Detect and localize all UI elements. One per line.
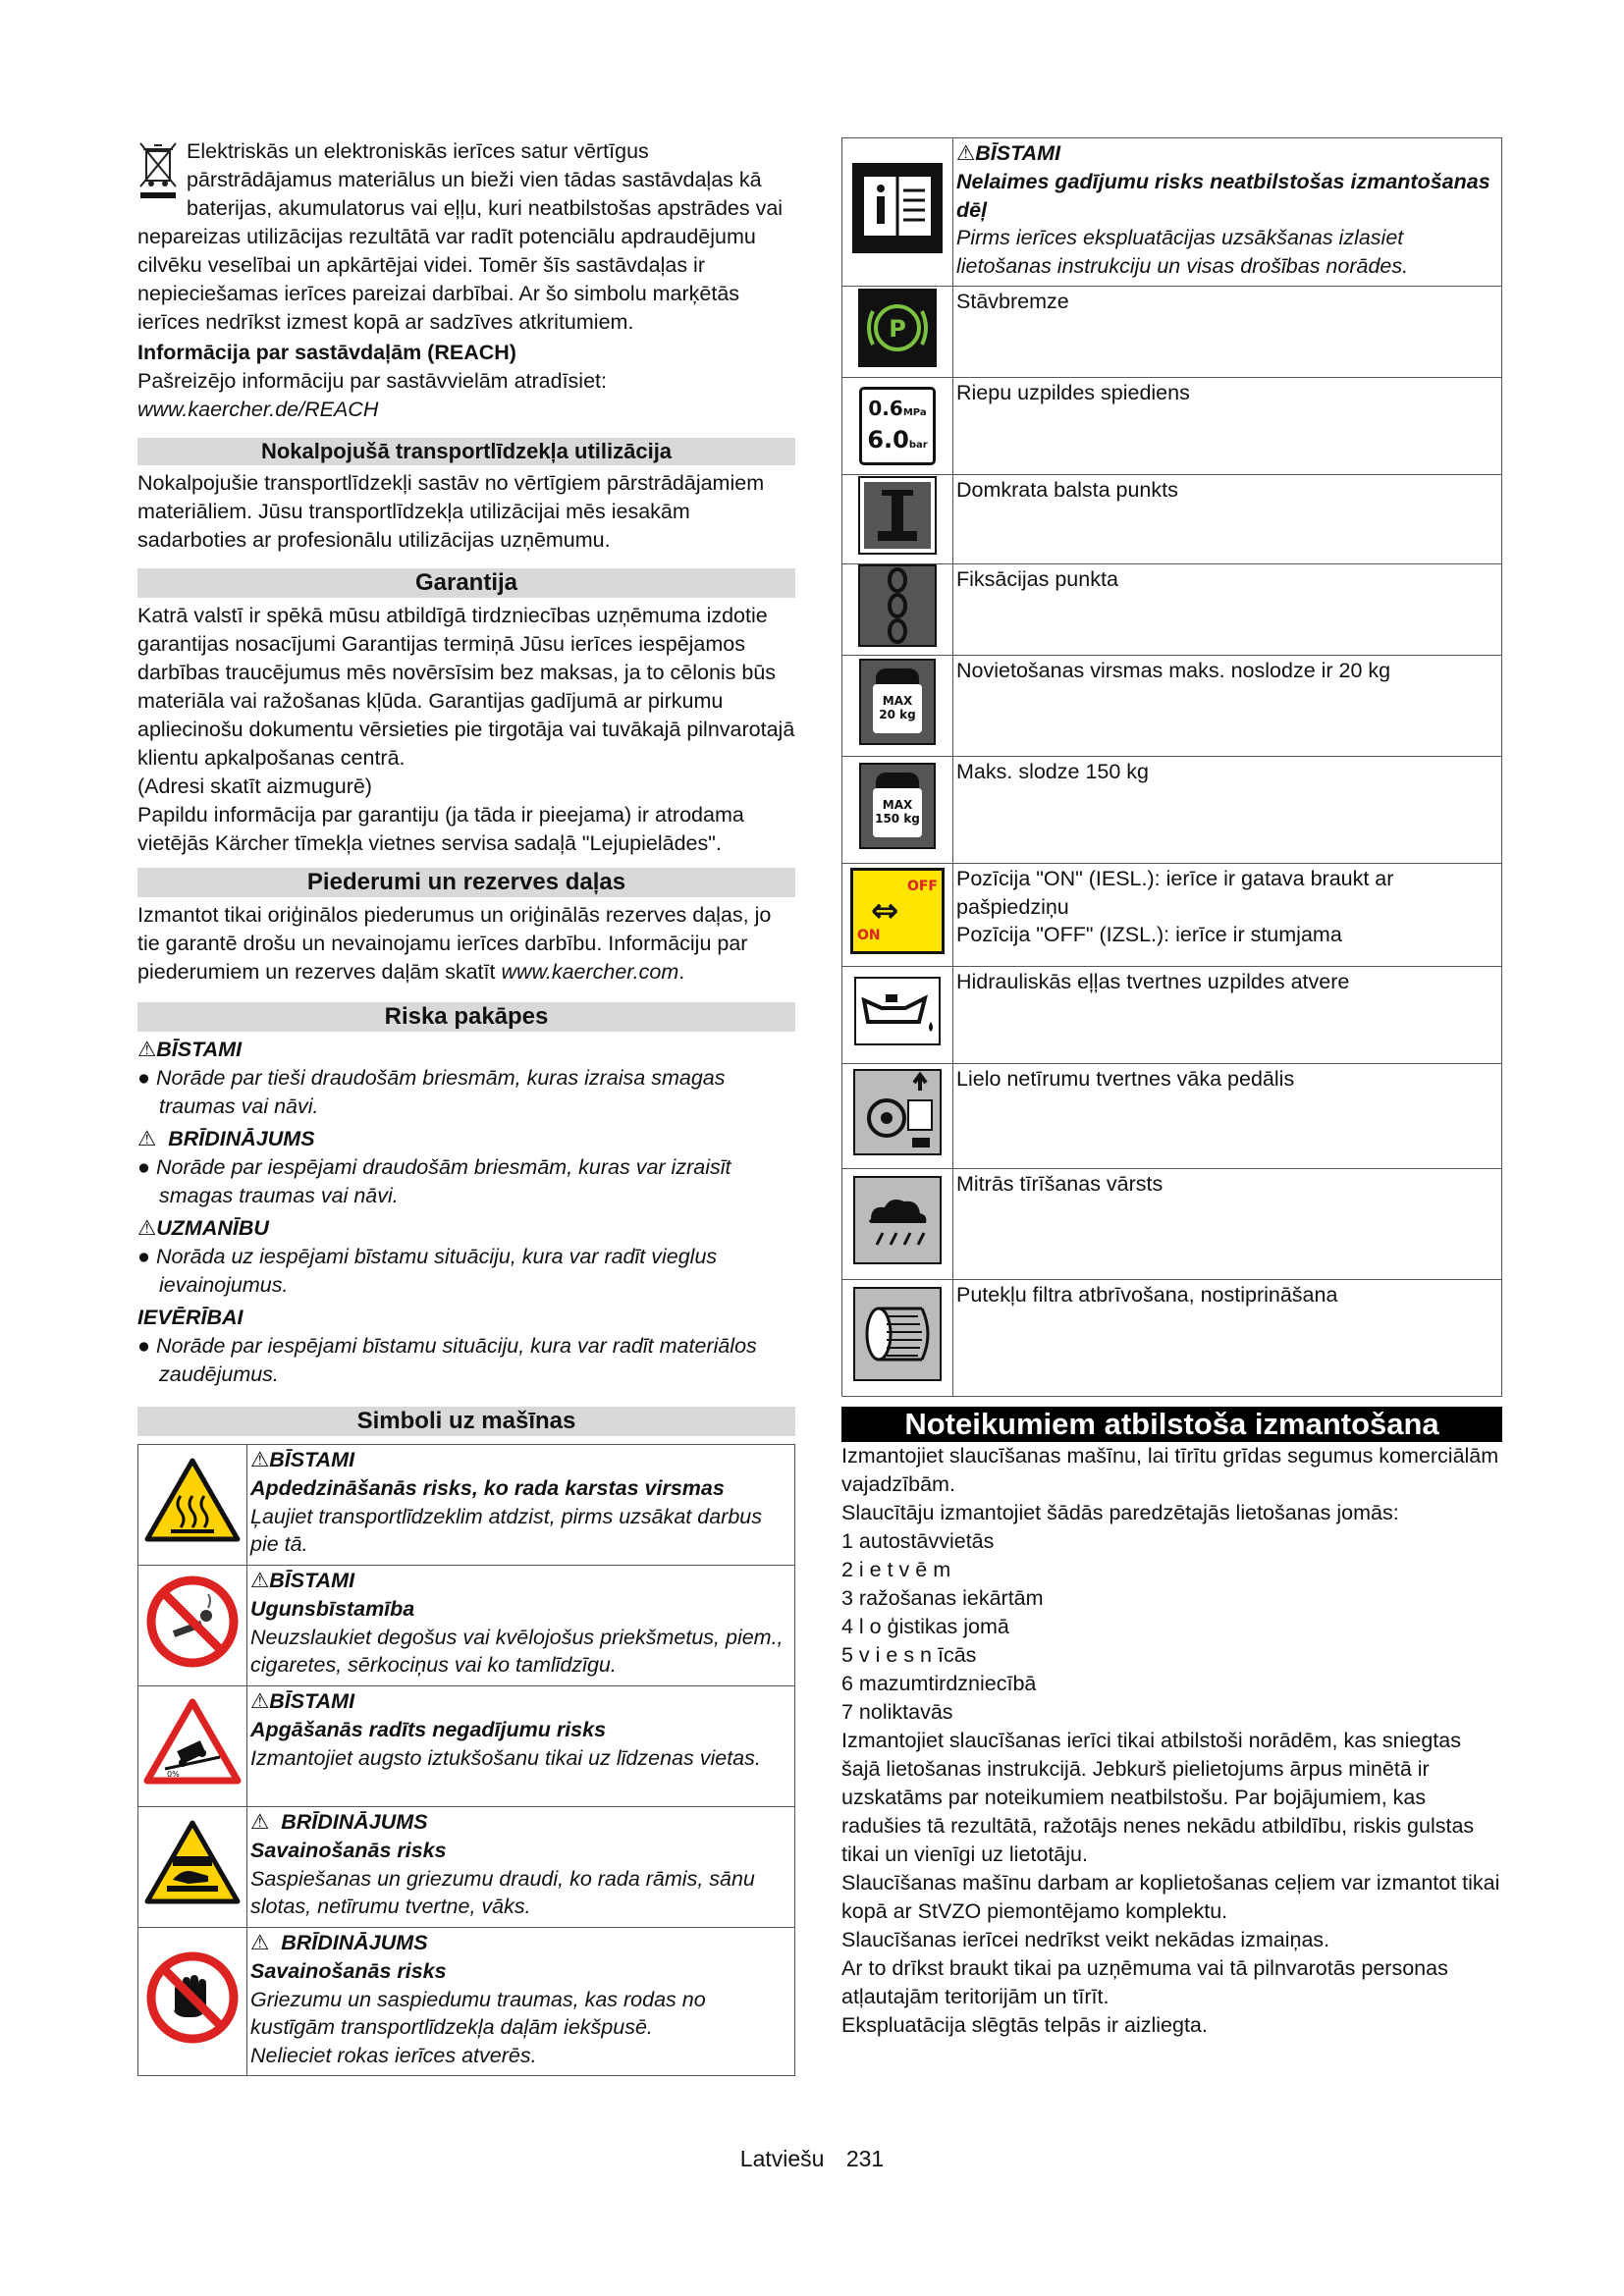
symbol-icon-cell <box>138 1566 247 1686</box>
manual-icon <box>850 161 945 255</box>
table-row <box>138 1807 795 1928</box>
symbol-text-cell: Maks. slodze 150 kg <box>953 757 1502 864</box>
symbol-text-2: Nelieciet rokas ierīces atverēs. <box>250 2043 537 2067</box>
crush-hand-icon <box>143 1819 242 1907</box>
symbol-text-cell: Putekļu filtra atbrīvošana, nostiprināšana <box>953 1280 1502 1397</box>
symbol-text-cell: Hidrauliskās eļļas tvertnes uzpildes atvere <box>953 967 1502 1064</box>
use-paragraph: Ar to drīkst braukt tikai pa uzņēmuma vai tā pilnvarotās personas atļautajām teritorijām un tīrīt. <box>841 1956 1448 2008</box>
symbol-level: ⚠BĪSTAMI <box>250 1689 355 1713</box>
tie-down-icon <box>858 564 937 647</box>
tipping-icon <box>143 1698 242 1787</box>
warranty-heading: Garantija <box>137 568 795 598</box>
use-paragraph: Izmantojiet slaucīšanas ierīci tikai atbilstoši norādēm, kas sniegtas šajā lietošanas instrukcijā. Jebkurš pielietojums ārpus minētā ir uzskatāms par noteikumiem neatbilstošu. Par bojājumiem, kas radušies tā rezultātā, ražotājs nenes nekādu atbildību, riskis gulstas tikai un vienīgi uz lietotāju. <box>841 1729 1475 1866</box>
accessories-link[interactable]: www.kaercher.com <box>501 960 679 984</box>
warranty-address: (Adresi skatīt aizmugurē) <box>137 774 372 798</box>
page-number: 231 <box>845 2146 885 2171</box>
crossed-bin-icon <box>137 139 179 200</box>
symbol-text-cell: Novietošanas virsmas maks. noslodze ir 20 kg <box>953 656 1502 757</box>
table-row <box>842 475 1502 564</box>
table-row <box>138 1686 795 1807</box>
symbol-icon-cell <box>842 967 953 1064</box>
table-row <box>842 378 1502 475</box>
symbol-text-cell: Domkrata balsta punkts <box>953 475 1502 564</box>
symbol-risk: Savainošanās risks <box>250 1959 447 1983</box>
symbol-icon-cell <box>842 1169 953 1280</box>
use-paragraph: Slaucītāju izmantojiet šādās paredzētajās lietošanas jomās: <box>841 1501 1399 1524</box>
list-item: 7 noliktavās <box>841 1700 953 1724</box>
list-item: 6 mazumtirdzniecībā <box>841 1672 1037 1695</box>
risk-level-head: ⚠ BRĪDINĀJUMS <box>137 1127 315 1150</box>
risk-level <box>137 1125 795 1210</box>
disposal-text: Nokalpojušie transportlīdzekļi sastāv no vērtīgiem pārstrādājamiem materiāliem. Jūsu transportlīdzekļa utilizācijai mēs iesakām sadarboties ar profesionālu utilizācijas uzņēmumu. <box>137 471 765 552</box>
weee-text: Elektriskās un elektroniskās ierīces satur vērtīgus pārstrādājamus materiālus un bieži vien tādas sastāvdaļas kā baterijas, akumulatorus vai eļļu, kuri neatbilstošas apstrādes vai nepareizas utilizācijas rezultātā var radīt potenciālu apdraudējumu cilvēku veselībai un apkārtējai videi. Tomēr šīs sastāvdaļas ir nepieciešamas ierīces pareizai darbībai. Ar šo simbolu marķētās ierīces nedrīkst izmest kopā ar sadzīves atkritumiem. <box>137 139 784 334</box>
symbol-text-cell: Mitrās tīrīšanas vārsts <box>953 1169 1502 1280</box>
symbol-icon-cell <box>138 1807 247 1928</box>
left-column <box>137 137 795 2076</box>
no-fire-icon <box>145 1575 240 1669</box>
list-item: 4 l o ģistikas jomā <box>841 1615 1009 1638</box>
table-row <box>842 656 1502 757</box>
list-item: 2 i e t v ē m <box>841 1558 951 1581</box>
table-row <box>842 138 1502 287</box>
table-row <box>138 1928 795 2076</box>
list-item: 1 autostāvvietās <box>841 1529 995 1553</box>
wet-clean-icon <box>853 1176 942 1264</box>
symbol-text-cell <box>247 1928 795 2076</box>
symbol-text-cell: Stāvbremze <box>953 287 1502 378</box>
table-row <box>842 287 1502 378</box>
machine-symbols-table <box>137 1444 795 2076</box>
table-row <box>842 1064 1502 1169</box>
svg-text:0%: 0% <box>167 1770 180 1780</box>
no-hands-icon <box>145 1950 240 2045</box>
symbol-text: Neuzslaukiet degošus vai kvēlojošus priekšmetus, piem., cigaretes, sērkociņus vai ko tamlīdzīgu. <box>250 1625 784 1677</box>
filter-icon <box>853 1287 942 1381</box>
symbol-text: Ļaujiet transportlīdzeklim atdzist, pirms uzsākat darbus pie tā. <box>250 1504 762 1556</box>
table-row <box>842 1280 1502 1397</box>
symbol-text: Griezumu un saspiedumu traumas, kas rodas no kustīgām transportlīdzekļa daļām iekšpusē. <box>250 1987 706 2039</box>
symbol-icon-cell <box>138 1445 247 1566</box>
symbol-text: Izmantojiet augsto iztukšošanu tikai uz līdzenas vietas. <box>250 1745 761 1770</box>
risk-level-text: ● Norāde par tieši draudošām briesmām, kuras izraisa smagas traumas vai nāvi. <box>137 1066 726 1118</box>
symbol-text-cell: Lielo netīrumu tvertnes vāka pedālis <box>953 1064 1502 1169</box>
symbol-level: ⚠BĪSTAMI <box>250 1569 355 1592</box>
max-20kg-icon: MAX 20 kg <box>859 659 936 745</box>
symbol-text: Saspiešanas un griezumu draudi, ko rada rāmis, sānu slotas, netīrumu tvertne, vāks. <box>250 1866 755 1918</box>
table-row <box>138 1445 795 1566</box>
risk-level-text: ● Norāde par iespējami draudošām briesmām, kuras var izraisīt smagas traumas vai nāvi. <box>137 1155 731 1207</box>
parking-brake-icon <box>857 288 938 368</box>
page-footer <box>0 2146 1624 2172</box>
jack-point-icon <box>858 476 937 555</box>
table-row <box>138 1566 795 1686</box>
symbol-text-cell <box>247 1445 795 1566</box>
risk-level-text: ● Norāda uz iespējami bīstamu situāciju, kura var radīt vieglus ievainojumus. <box>137 1245 718 1297</box>
symbol-icon-cell <box>842 1280 953 1397</box>
table-row <box>842 757 1502 864</box>
use-list <box>841 1527 1502 1727</box>
symbol-icon-cell <box>842 864 953 967</box>
reach-paragraph <box>137 367 795 424</box>
accessories-paragraph: Izmantot tikai oriģinālos piederumus un oriģinālās rezerves daļas, jo tie garantē drošu un nevainojamu ierīces darbību. Informāciju par piederumiem un rezerves daļām skatīt www.kaercher.com. <box>137 903 772 984</box>
oil-can-icon <box>854 977 941 1045</box>
table-row <box>842 1169 1502 1280</box>
symbol-text-cell <box>953 138 1502 287</box>
symbol-icon-cell <box>842 138 953 287</box>
symbol-icon-cell <box>842 287 953 378</box>
symbol-risk: Apgāšanās radīts negadījumu risks <box>250 1718 607 1741</box>
risk-level <box>137 1036 795 1121</box>
symbol-text-cell: Fiksācijas punkta <box>953 564 1502 656</box>
symbol-risk: Ugunsbīstamība <box>250 1597 415 1621</box>
use-paragraph: Izmantojiet slaucīšanas mašīnu, lai tīrītu grīdas segumus komerciālām vajadzībām. <box>841 1444 1499 1496</box>
symbol-text-cell <box>247 1566 795 1686</box>
symbol-icon-cell <box>842 757 953 864</box>
hot-surface-icon <box>143 1457 242 1545</box>
symbol-icon-cell <box>138 1686 247 1807</box>
risk-level-head: ⚠UZMANĪBU <box>137 1216 269 1240</box>
footer-language: Latviešu <box>739 2146 825 2171</box>
hopper-pedal-icon <box>853 1069 942 1155</box>
risk-level <box>137 1214 795 1300</box>
symbol-text-cell <box>247 1807 795 1928</box>
accessories-heading: Piederumi un rezerves daļas <box>137 868 795 897</box>
symbol-icon-cell <box>842 378 953 475</box>
symbol-risk: Nelaimes gadījumu risks neatbilstošas izmantošanas dēļ <box>956 170 1490 222</box>
symbol-icon-cell <box>842 1064 953 1169</box>
table-row <box>842 967 1502 1064</box>
warranty-more: Papildu informācija par garantiju (ja tāda ir pieejama) ir atrodama vietējās Kärcher tīmekļa vietnes servisa sadaļā "Lejupielādes". <box>137 803 744 855</box>
table-row <box>842 864 1502 967</box>
symbol-icon-cell <box>842 656 953 757</box>
symbol-level: ⚠BĪSTAMI <box>956 141 1061 165</box>
symbol-risk: Apdedzināšanās risks, ko rada karstas virsmas <box>250 1476 725 1500</box>
symbols-table-right <box>841 137 1502 1397</box>
risk-level-text: ● Norāde par iespējami bīstamu situāciju, kura var radīt materiālos zaudējumus. <box>137 1334 757 1386</box>
use-paragraph: Slaucīšanas mašīnu darbam ar koplietošanas ceļiem var izmantot tikai kopā ar StVZO piemontējamo komplektu. <box>841 1871 1500 1923</box>
symbol-level: ⚠ BRĪDINĀJUMS <box>250 1931 428 1954</box>
machine-symbols-heading: Simboli uz mašīnas <box>137 1407 795 1436</box>
symbol-level: ⚠BĪSTAMI <box>250 1448 355 1471</box>
reach-text: Pašreizējo informāciju par sastāvvielām atradīsiet: <box>137 369 607 393</box>
symbol-text-cell: Pozīcija "ON" (IESL.): ierīce ir gatava braukt ar pašpiedziņu Pozīcija "OFF" (IZSL.): ierīce ir stumjama <box>953 864 1502 967</box>
symbol-level: ⚠ BRĪDINĀJUMS <box>250 1810 428 1834</box>
risk-level-list <box>137 1036 795 1389</box>
symbol-text-cell <box>247 1686 795 1807</box>
symbol-risk: Savainošanās risks <box>250 1839 447 1862</box>
symbol-text-cell: Riepu uzpildes spiediens <box>953 378 1502 475</box>
max-150kg-icon: MAX 150 kg <box>859 763 936 849</box>
risk-levels-heading: Riska pakāpes <box>137 1002 795 1032</box>
reach-link[interactable]: www.kaercher.de/REACH <box>137 398 379 421</box>
table-row <box>842 564 1502 656</box>
warranty-text: Katrā valstī ir spēkā mūsu atbildīgā tirdzniecības uzņēmuma izdotie garantijas nosacījumi Garantijas termiņā Jūsu ierīces iespējamos darbības traucējumus mēs novērsīsim bez maksas, ja to cēlonis būs materiāla vai ražošanas kļūda. Garantijas gadījumā ar pirkumu apliecinošu dokumentu vērsieties pie tirgotāja vai tuvākajā pilnvarotajā klientu apkalpošanas centrā. <box>137 604 795 770</box>
list-item: 5 v i e s n īcās <box>841 1643 977 1667</box>
use-paragraph: Ekspluatācija slēgtās telpās ir aizliegta. <box>841 2013 1208 2037</box>
list-item: 3 ražošanas iekārtām <box>841 1586 1044 1610</box>
on-off-icon: OFF ON ⇔ <box>850 868 945 954</box>
symbol-text: Pirms ierīces ekspluatācijas uzsākšanas izlasiet lietošanas instrukciju un visas drošības norādes. <box>956 226 1409 278</box>
tire-pressure-icon: 0.6MPa 6.0bar <box>859 387 936 465</box>
weee-block <box>137 137 795 337</box>
svg-text:P: P <box>889 315 906 344</box>
accessories-text: Izmantot tikai oriģinālos piederumus un oriģinālās rezerves daļas, jo tie garantē drošu un nevainojamu ierīces darbību. Informāciju par piederumiem un rezerves daļām skatīt <box>137 903 772 984</box>
disposal-heading: Nokalpojušā transportlīdzekļa utilizācija <box>137 438 795 465</box>
risk-level-head: ⚠BĪSTAMI <box>137 1038 243 1061</box>
reach-title: Informācija par sastāvdaļām (REACH) <box>137 341 516 364</box>
use-paragraph: Slaucīšanas ierīcei nedrīkst veikt nekādas izmaiņas. <box>841 1928 1330 1951</box>
symbol-icon-cell <box>842 564 953 656</box>
intended-use-heading: Noteikumiem atbilstoša izmantošana <box>841 1407 1502 1442</box>
symbol-icon-cell <box>842 475 953 564</box>
symbol-icon-cell <box>138 1928 247 2076</box>
risk-level-head: IEVĒRĪBAI <box>137 1306 244 1329</box>
right-column <box>841 137 1502 2040</box>
risk-level <box>137 1304 795 1389</box>
